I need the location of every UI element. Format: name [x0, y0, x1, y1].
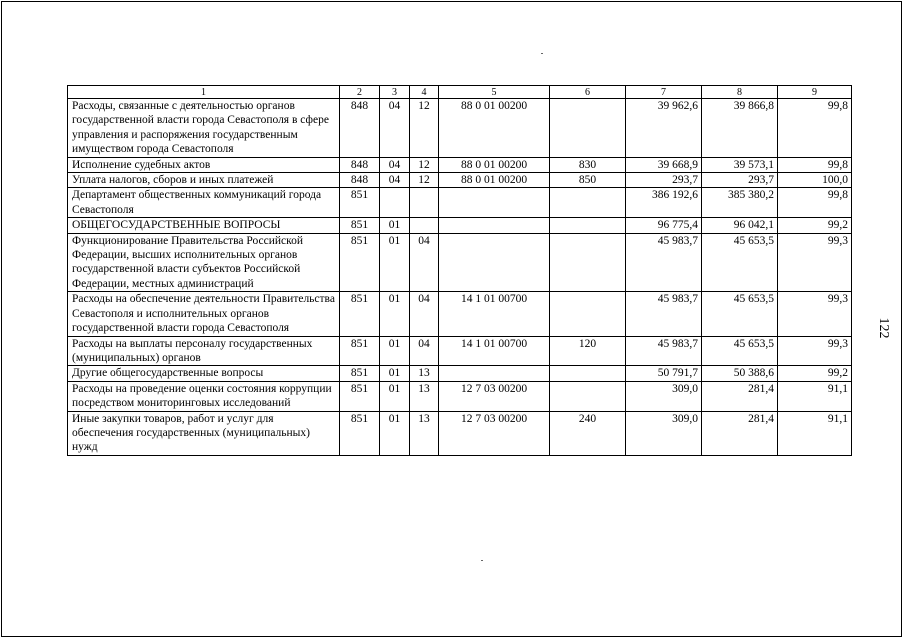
- cell-target: [439, 366, 550, 381]
- table-row: [68, 99, 852, 158]
- table-row: [68, 173, 852, 188]
- cell-exp-type: 850: [550, 173, 626, 188]
- cell-ved: 851: [340, 292, 380, 336]
- cell-target: 88 0 01 00200: [439, 173, 550, 188]
- row-name: Иные закупки товаров, работ и услуг для обеспечения государственных (муниципальных) нужд: [68, 411, 340, 455]
- cell-percent: 91,1: [778, 381, 852, 411]
- cell-exp-type: [550, 188, 626, 218]
- table-row: [68, 292, 852, 336]
- cell-percent: 99,8: [778, 157, 852, 172]
- cell-subsection: 13: [410, 366, 439, 381]
- cell-actual: 39 573,1: [702, 157, 778, 172]
- col-header: 4: [410, 86, 439, 99]
- cell-target: [439, 188, 550, 218]
- cell-plan: 309,0: [626, 381, 702, 411]
- table-row: [68, 233, 852, 292]
- cell-subsection: [410, 188, 439, 218]
- cell-target: 14 1 01 00700: [439, 292, 550, 336]
- cell-plan: 39 668,9: [626, 157, 702, 172]
- col-header: 8: [702, 86, 778, 99]
- row-name: ОБЩЕГОСУДАРСТВЕННЫЕ ВОПРОСЫ: [68, 218, 340, 233]
- cell-target: 12 7 03 00200: [439, 411, 550, 455]
- cell-ved: 848: [340, 157, 380, 172]
- cell-actual: 96 042,1: [702, 218, 778, 233]
- cell-exp-type: 120: [550, 336, 626, 366]
- col-header: 5: [439, 86, 550, 99]
- cell-percent: 91,1: [778, 411, 852, 455]
- col-header: 1: [68, 86, 340, 99]
- cell-percent: 99,3: [778, 292, 852, 336]
- col-header: 3: [380, 86, 410, 99]
- cell-exp-type: [550, 381, 626, 411]
- cell-plan: 293,7: [626, 173, 702, 188]
- cell-section: 01: [380, 381, 410, 411]
- col-header: 6: [550, 86, 626, 99]
- row-name: Расходы, связанные с деятельностью органов государственной власти города Севастополя в сфере управления и распоряжения государственным имуществом города Севастополя: [68, 99, 340, 158]
- cell-exp-type: [550, 233, 626, 292]
- cell-percent: 99,8: [778, 188, 852, 218]
- cell-percent: 99,2: [778, 218, 852, 233]
- cell-target: 12 7 03 00200: [439, 381, 550, 411]
- cell-actual: 45 653,5: [702, 233, 778, 292]
- cell-plan: 45 983,7: [626, 336, 702, 366]
- cell-subsection: 12: [410, 173, 439, 188]
- cell-ved: 851: [340, 188, 380, 218]
- cell-exp-type: 830: [550, 157, 626, 172]
- cell-plan: 386 192,6: [626, 188, 702, 218]
- cell-ved: 848: [340, 99, 380, 158]
- col-header: 7: [626, 86, 702, 99]
- page-number: 122: [876, 317, 891, 339]
- table-row: [68, 366, 852, 381]
- cell-plan: 50 791,7: [626, 366, 702, 381]
- cell-section: 01: [380, 233, 410, 292]
- cell-percent: 99,3: [778, 336, 852, 366]
- cell-section: 01: [380, 218, 410, 233]
- row-name: Расходы на обеспечение деятельности Правительства Севастополя и исполнительных органов государственной власти города Севастополя: [68, 292, 340, 336]
- cell-exp-type: [550, 292, 626, 336]
- cell-actual: 281,4: [702, 381, 778, 411]
- cell-actual: 293,7: [702, 173, 778, 188]
- cell-actual: 45 653,5: [702, 292, 778, 336]
- cell-ved: 851: [340, 366, 380, 381]
- cell-percent: 99,3: [778, 233, 852, 292]
- cell-exp-type: [550, 366, 626, 381]
- cell-subsection: 04: [410, 292, 439, 336]
- cell-exp-type: [550, 218, 626, 233]
- cell-section: 04: [380, 99, 410, 158]
- cell-ved: 851: [340, 233, 380, 292]
- scan-speck: [481, 560, 483, 561]
- cell-actual: 39 866,8: [702, 99, 778, 158]
- cell-exp-type: [550, 99, 626, 158]
- cell-section: 01: [380, 292, 410, 336]
- cell-section: 01: [380, 411, 410, 455]
- cell-ved: 851: [340, 381, 380, 411]
- table-row: [68, 336, 852, 366]
- row-name: Исполнение судебных актов: [68, 157, 340, 172]
- cell-target: 14 1 01 00700: [439, 336, 550, 366]
- cell-section: 04: [380, 173, 410, 188]
- cell-subsection: 04: [410, 336, 439, 366]
- table-row: [68, 188, 852, 218]
- cell-target: 88 0 01 00200: [439, 157, 550, 172]
- col-header: 2: [340, 86, 380, 99]
- cell-subsection: 04: [410, 233, 439, 292]
- cell-target: [439, 233, 550, 292]
- cell-ved: 851: [340, 218, 380, 233]
- cell-percent: 99,2: [778, 366, 852, 381]
- cell-plan: 309,0: [626, 411, 702, 455]
- row-name: Уплата налогов, сборов и иных платежей: [68, 173, 340, 188]
- col-header: 9: [778, 86, 852, 99]
- budget-table: [67, 85, 852, 456]
- cell-subsection: 13: [410, 381, 439, 411]
- cell-section: 01: [380, 336, 410, 366]
- cell-actual: 50 388,6: [702, 366, 778, 381]
- cell-subsection: [410, 218, 439, 233]
- cell-subsection: 13: [410, 411, 439, 455]
- cell-actual: 281,4: [702, 411, 778, 455]
- cell-section: 01: [380, 366, 410, 381]
- table-row: [68, 411, 852, 455]
- cell-actual: 45 653,5: [702, 336, 778, 366]
- table-header-row: [68, 86, 852, 99]
- cell-plan: 39 962,6: [626, 99, 702, 158]
- cell-section: [380, 188, 410, 218]
- cell-section: 04: [380, 157, 410, 172]
- cell-ved: 848: [340, 173, 380, 188]
- cell-plan: 45 983,7: [626, 233, 702, 292]
- cell-target: [439, 218, 550, 233]
- table-row: [68, 157, 852, 172]
- cell-plan: 45 983,7: [626, 292, 702, 336]
- cell-exp-type: 240: [550, 411, 626, 455]
- cell-target: 88 0 01 00200: [439, 99, 550, 158]
- cell-plan: 96 775,4: [626, 218, 702, 233]
- row-name: Департамент общественных коммуникаций города Севастополя: [68, 188, 340, 218]
- row-name: Расходы на проведение оценки состояния коррупции посредством мониторинговых исследований: [68, 381, 340, 411]
- table-row: [68, 218, 852, 233]
- scan-speck: [541, 53, 543, 54]
- row-name: Расходы на выплаты персоналу государственных (муниципальных) органов: [68, 336, 340, 366]
- cell-subsection: 12: [410, 157, 439, 172]
- cell-ved: 851: [340, 411, 380, 455]
- cell-percent: 100,0: [778, 173, 852, 188]
- cell-actual: 385 380,2: [702, 188, 778, 218]
- row-name: Другие общегосударственные вопросы: [68, 366, 340, 381]
- table-row: [68, 381, 852, 411]
- row-name: Функционирование Правительства Российской Федерации, высших исполнительных органов государственной власти субъектов Российской Федерации, местных администраций: [68, 233, 340, 292]
- cell-percent: 99,8: [778, 99, 852, 158]
- cell-subsection: 12: [410, 99, 439, 158]
- cell-ved: 851: [340, 336, 380, 366]
